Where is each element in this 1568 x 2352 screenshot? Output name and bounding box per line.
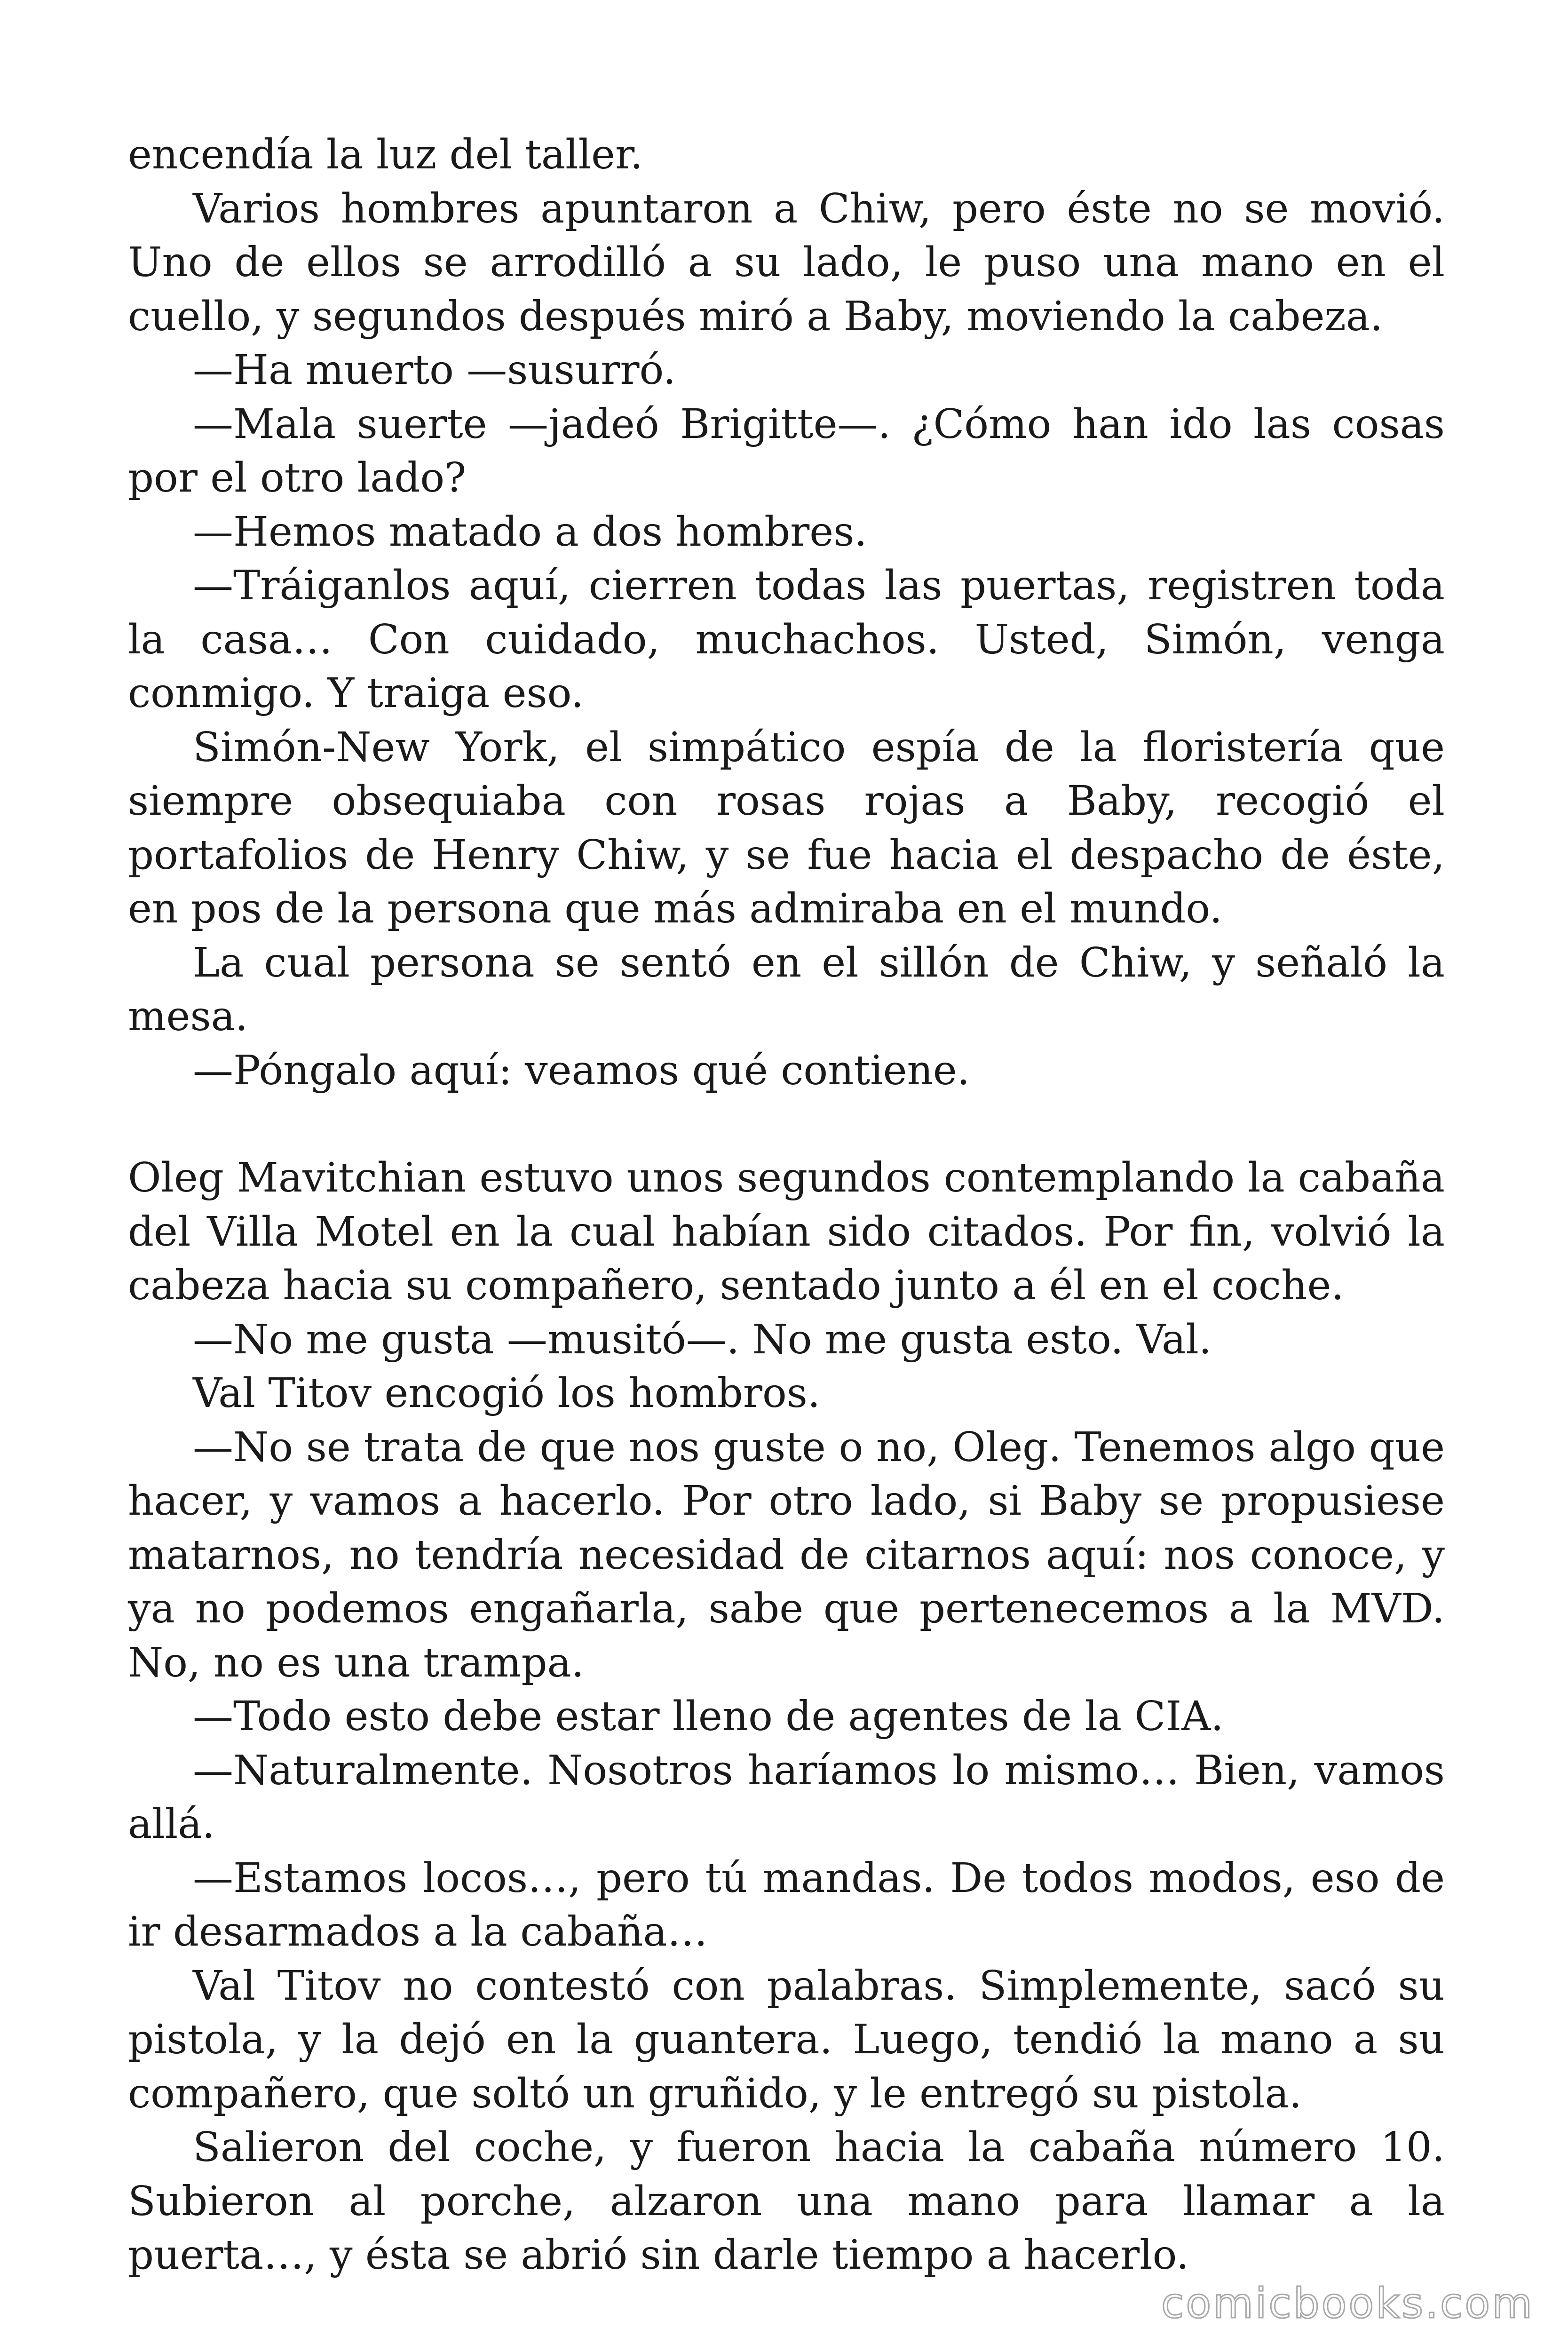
paragraph: La cual persona se sentó en el sillón de Chiw, y señaló la mesa. bbox=[128, 939, 1445, 1040]
paragraph: Val Titov encogió los hombros. bbox=[193, 1370, 821, 1417]
paragraph: Simón-New York, el simpático espía de la floristería que siempre obsequiaba con rosas rojas a Baby, recogió el portafolios de Henry Chiw, y se fue hacia el despacho de éste, en pos de la persona que más admiraba en el mundo. bbox=[128, 723, 1445, 932]
paragraph: —No me gusta —musitó—. No me gusta esto. Val. bbox=[193, 1316, 1212, 1363]
paragraph: —Estamos locos…, pero tú mandas. De todos modos, eso de ir desarmados a la cabaña… bbox=[128, 1854, 1445, 1955]
paragraph: —Hemos matado a dos hombres. bbox=[193, 508, 867, 556]
paragraph: —Póngalo aquí: veamos qué contiene. bbox=[193, 1047, 970, 1094]
paragraph: Oleg Mavitchian estuvo unos segundos contemplando la cabaña del Villa Motel en la cual habían sido citados. Por fin, volvió la cabeza hacia su compañero, sentado junto a él en el coche. bbox=[128, 1154, 1445, 1309]
paragraph: —Mala suerte —jadeó Brigitte—. ¿Cómo han ido las cosas por el otro lado? bbox=[128, 400, 1445, 501]
paragraph: Varios hombres apuntaron a Chiw, pero éste no se movió. Uno de ellos se arrodilló a su lado, le puso una mano en el cuello, y segundos después miró a Baby, moviendo la cabeza. bbox=[128, 185, 1445, 340]
paragraph: encendía la luz del taller. bbox=[128, 131, 643, 178]
watermark: comicbooks.com bbox=[1161, 2279, 1534, 2328]
paragraph: —Ha muerto —susurró. bbox=[193, 347, 676, 394]
paragraph: —No se trata de que nos guste o no, Oleg. Tenemos algo que hacer, y vamos a hacerlo. Por otro lado, si Baby se propusiese matarnos, no tendría necesidad de citarnos aquí: nos conoce, y ya no podemos engañarla, sabe que pertenecemos a la MVD. No, no es una trampa. bbox=[128, 1423, 1445, 1686]
paragraph: Salieron del coche, y fueron hacia la cabaña número 10. Subieron al porche, alzaron una mano para llamar a la puerta…, y ésta se abrió sin darle tiempo a hacerlo. bbox=[128, 2124, 1445, 2279]
paragraph: —Todo esto debe estar lleno de agentes de la CIA. bbox=[193, 1693, 1224, 1740]
section-1 bbox=[128, 128, 1445, 1097]
section-2 bbox=[128, 1151, 1445, 2282]
paragraph: Val Titov no contestó con palabras. Simplemente, sacó su pistola, y la dejó en la guantera. Luego, tendió la mano a su compañero, que soltó un gruñido, y le entregó su pistola. bbox=[128, 1962, 1445, 2117]
section-break bbox=[128, 1097, 1445, 1151]
book-page-text bbox=[128, 128, 1445, 2282]
paragraph: —Naturalmente. Nosotros haríamos lo mismo… Bien, vamos allá. bbox=[128, 1747, 1445, 1848]
paragraph: —Tráiganlos aquí, cierren todas las puertas, registren toda la casa… Con cuidado, muchachos. Usted, Simón, venga conmigo. Y traiga eso. bbox=[128, 562, 1445, 717]
